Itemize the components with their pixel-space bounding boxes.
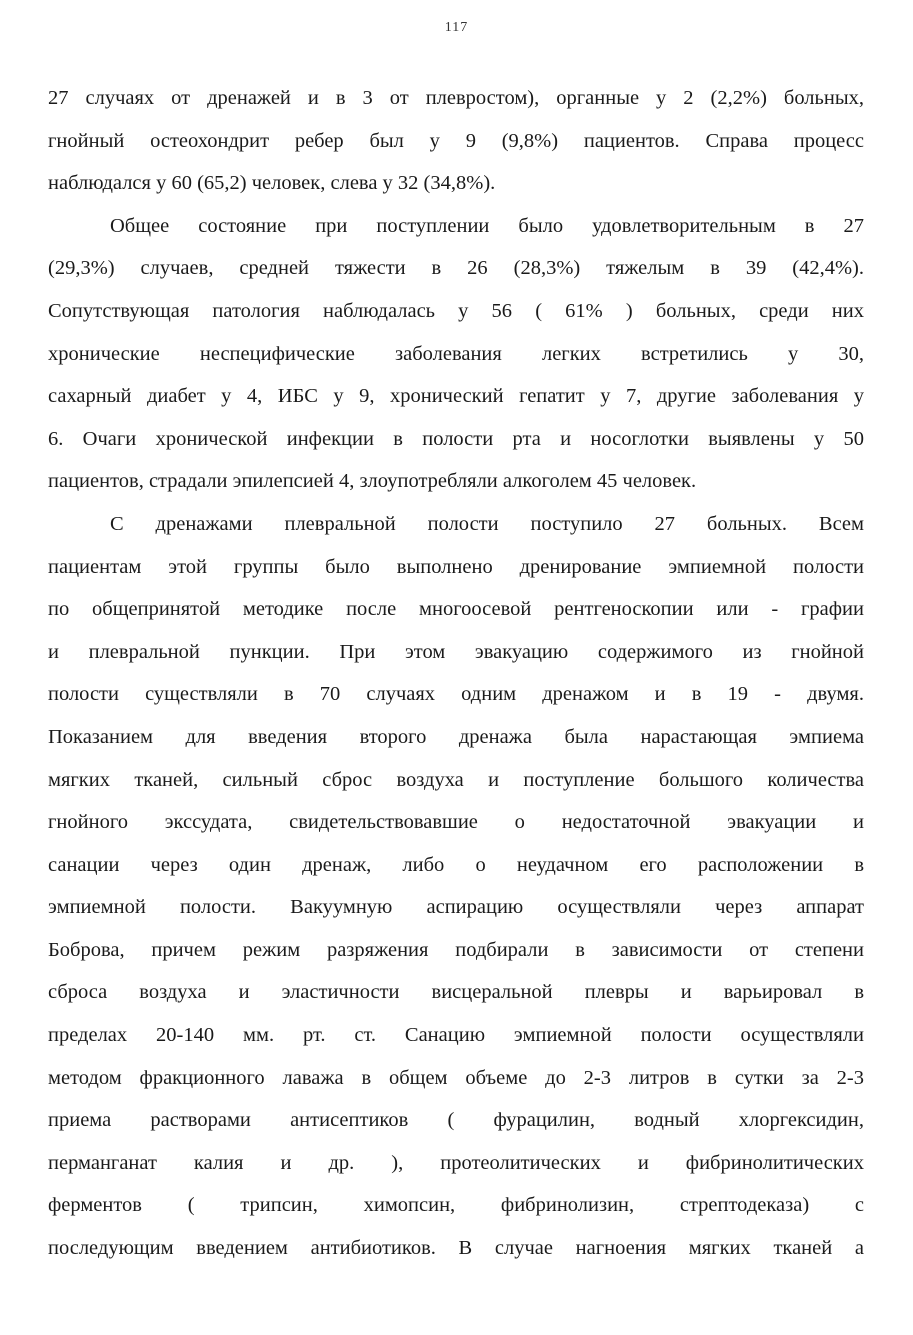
text-line: методом фракционного лаважа в общем объеме до 2-3 литров в сутки за 2-3: [48, 1066, 864, 1089]
text-line: полости существляли в 70 случаях одним дренажом и в 19 - двумя.: [48, 683, 864, 706]
text-line: гнойный остеохондрит ребер был у 9 (9,8%) пациентов. Справа процесс: [48, 129, 864, 152]
text-line: пациентов, страдали эпилепсией 4, злоупотребляли алкоголем 45 человек.: [48, 470, 697, 493]
text-line: С дренажами плевральной полости поступило 27 больных. Всем: [110, 512, 864, 535]
text-line: гнойного экссудата, свидетельствовавшие о недостаточной эвакуации и: [48, 811, 864, 834]
text-line: пределах 20-140 мм. рт. ст. Санацию эмпиемной полости осуществляли: [48, 1024, 864, 1047]
text-line: последующим введением антибиотиков. В случае нагноения мягких тканей а: [48, 1237, 864, 1260]
text-line: Общее состояние при поступлении было удовлетворительным в 27: [110, 214, 864, 237]
text-line: хронические неспецифические заболевания легких встретились у 30,: [48, 342, 864, 365]
text-line: по общепринятой методике после многоосевой рентгеноскопии или - графии: [48, 598, 864, 621]
text-line: приема растворами антисептиков ( фурацилин, водный хлоргексидин,: [48, 1109, 864, 1132]
text-line: перманганат калия и др. ), протеолитических и фибринолитических: [48, 1151, 864, 1174]
text-line: и плевральной пункции. При этом эвакуацию содержимого из гнойной: [48, 640, 864, 663]
text-line: сброса воздуха и эластичности висцеральной плевры и варьировал в: [48, 981, 864, 1004]
text-line: 6. Очаги хронической инфекции в полости рта и носоглотки выявлены у 50: [48, 427, 864, 450]
document-body: [48, 77, 864, 1270]
text-line: 27 случаях от дренажей и в 3 от плевростом), органные у 2 (2,2%) больных,: [48, 87, 864, 109]
page-number: 117: [444, 20, 469, 35]
text-line: Боброва, причем режим разряжения подбирали в зависимости от степени: [48, 938, 864, 961]
text-line: санации через один дренаж, либо о неудачном его расположении в: [48, 853, 864, 876]
text-line: эмпиемной полости. Вакуумную аспирацию осуществляли через аппарат: [48, 896, 864, 919]
text-line: пациентам этой группы было выполнено дренирование эмпиемной полости: [48, 555, 864, 578]
text-line: ферментов ( трипсин, химопсин, фибринолизин, стрептодеказа) с: [48, 1194, 864, 1217]
text-line: наблюдался у 60 (65,2) человек, слева у 32 (34,8%).: [48, 172, 496, 195]
text-line: Показанием для введения второго дренажа была нарастающая эмпиема: [48, 725, 864, 748]
text-line: мягких тканей, сильный сброс воздуха и поступление большого количества: [48, 768, 864, 791]
text-line: сахарный диабет у 4, ИБС у 9, хронический гепатит у 7, другие заболевания у: [48, 385, 864, 408]
text-line: (29,3%) случаев, средней тяжести в 26 (28,3%) тяжелым в 39 (42,4%).: [48, 257, 864, 280]
text-line: Сопутствующая патология наблюдалась у 56 ( 61% ) больных, среди них: [48, 299, 864, 322]
